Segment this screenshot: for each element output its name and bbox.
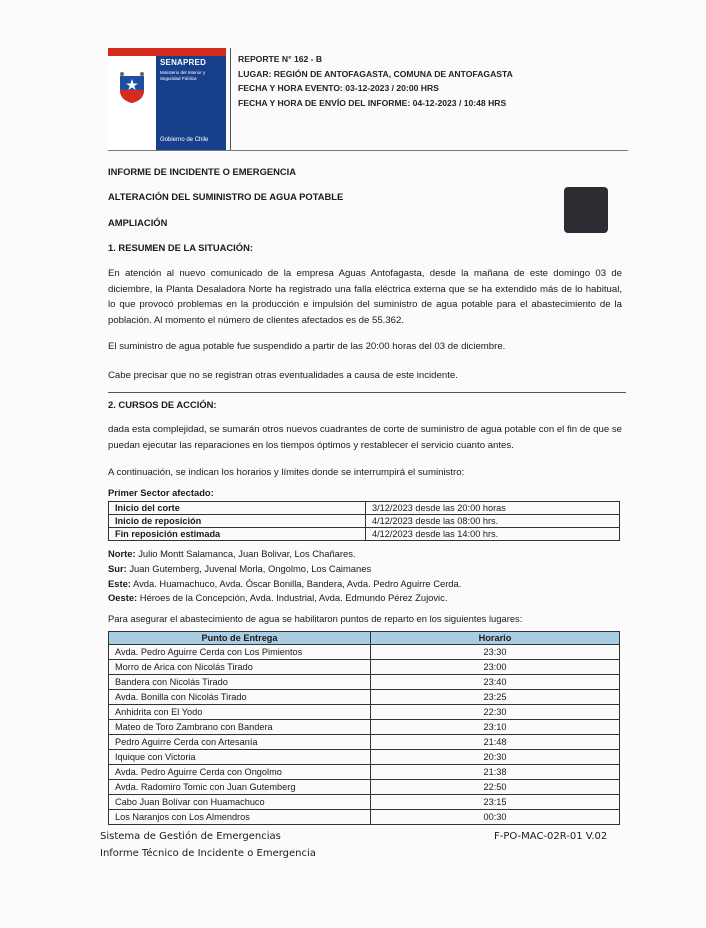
delivery-place: Los Naranjos con Los Almendros xyxy=(109,810,371,825)
schedule-label: Inicio del corte xyxy=(109,502,366,515)
summary-paragraph-2: El suministro de agua potable fue suspendido a partir de las 20:00 horas del 03 de diciembre. xyxy=(108,341,506,352)
delivery-place: Pedro Aguirre Cerda con Artesanía xyxy=(109,735,371,750)
table-row xyxy=(109,780,620,795)
delivery-place: Avda. Bonilla con Nicolás Tirado xyxy=(109,690,371,705)
section-1-heading: 1. RESUMEN DE LA SITUACIÓN: xyxy=(108,242,253,253)
logo-brand: SENAPRED xyxy=(160,58,207,67)
table-row xyxy=(109,660,620,675)
delivery-time: 00:30 xyxy=(371,810,620,825)
dark-image-thumbnail xyxy=(564,187,608,233)
report-place: LUGAR: REGIÓN DE ANTOFAGASTA, COMUNA DE ANTOFAGASTA xyxy=(238,68,513,79)
coat-of-arms-icon xyxy=(116,70,148,104)
table-row xyxy=(109,515,620,528)
limit-value: Avda. Huamachuco, Avda. Óscar Bonilla, Bandera, Avda. Pedro Aguirre Cerda. xyxy=(130,578,462,589)
delivery-place: Iquique con Victoria xyxy=(109,750,371,765)
table-row xyxy=(109,810,620,825)
delivery-place: Avda. Pedro Aguirre Cerda con Los Pimientos xyxy=(109,645,371,660)
column-header-place: Punto de Entrega xyxy=(109,632,371,645)
limit-label: Oeste: xyxy=(108,592,138,603)
table-row xyxy=(109,750,620,765)
delivery-time: 23:15 xyxy=(371,795,620,810)
limit-label: Este: xyxy=(108,578,131,589)
delivery-place: Avda. Pedro Aguirre Cerda con Ongolmo xyxy=(109,765,371,780)
summary-paragraph-1: En atención al nuevo comunicado de la empresa Aguas Antofagasta, desde la mañana de este domingo 03 de diciembre, la Planta Desaladora Norte ha registrado una falla eléctrica externa que se ha extendido más de lo habitual, lo que provocó problemas en la producción e impulsión del suministro de agua potable para el abastecimiento de la población. Al momento el número de clientes afectados es de 55.362. xyxy=(108,268,622,326)
delivery-place: Mateo de Toro Zambrano con Bandera xyxy=(109,720,371,735)
schedule-value: 4/12/2023 desde las 14:00 hrs. xyxy=(366,528,620,541)
limit-south xyxy=(108,563,371,574)
report-type-heading: INFORME DE INCIDENTE O EMERGENCIA xyxy=(108,166,297,177)
distribution-table xyxy=(108,631,620,825)
report-kind-heading: AMPLIACIÓN xyxy=(108,217,168,228)
table-row xyxy=(109,645,620,660)
actions-paragraph-2: A continuación, se indican los horarios y límites donde se interrumpirá el suministro: xyxy=(108,467,465,478)
delivery-time: 22:50 xyxy=(371,780,620,795)
column-header-time: Horario xyxy=(371,632,620,645)
table-row xyxy=(109,765,620,780)
table-row xyxy=(109,502,620,515)
limit-north xyxy=(108,548,356,559)
schedule-label: Fin reposición estimada xyxy=(109,528,366,541)
limit-label: Norte: xyxy=(108,548,136,559)
logo-red-bar xyxy=(108,48,226,56)
schedule-value: 3/12/2023 desde las 20:00 horas xyxy=(366,502,620,515)
schedule-value: 4/12/2023 desde las 08:00 hrs. xyxy=(366,515,620,528)
distribution-intro: Para asegurar el abastecimiento de agua se habilitaron puntos de reparto en los siguientes lugares: xyxy=(108,613,523,624)
report-header xyxy=(238,52,513,110)
table-row xyxy=(109,705,620,720)
summary-paragraph-3: Cabe precisar que no se registran otras eventualidades a causa de este incidente. xyxy=(108,370,458,381)
table-row xyxy=(109,720,620,735)
delivery-place: Avda. Radomiro Tomic con Juan Gutemberg xyxy=(109,780,371,795)
logo-government: Gobierno de Chile xyxy=(160,137,209,143)
sector-title: Primer Sector afectado: xyxy=(108,487,214,498)
table-row xyxy=(109,690,620,705)
schedule-table xyxy=(108,501,620,541)
limit-value: Julio Montt Salamanca, Juan Bolivar, Los Chañares. xyxy=(135,548,356,559)
footer-system: Sistema de Gestión de Emergencias xyxy=(100,831,281,842)
limit-label: Sur: xyxy=(108,563,127,574)
delivery-place: Morro de Arica con Nicolás Tirado xyxy=(109,660,371,675)
table-header-row xyxy=(109,632,620,645)
actions-paragraph-1: dada esta complejidad, se sumarán otros nuevos cuadrantes de corte de suministro de agua potable con el fin de que se puedan ejecutar las reparaciones en los tiempos óptimos y restablecer el servicio cuanto antes. xyxy=(108,424,622,451)
logo-subtitle: Ministerio del Interior y Seguridad Pública xyxy=(160,70,206,81)
table-row xyxy=(109,795,620,810)
limit-value: Héroes de la Concepción, Avda. Industrial, Avda. Edmundo Pérez Zujovic. xyxy=(137,592,448,603)
header-bottom-rule xyxy=(108,150,628,151)
report-send-time: FECHA Y HORA DE ENVÍO DEL INFORME: 04-12-2023 / 10:48 HRS xyxy=(238,97,507,108)
table-row xyxy=(109,735,620,750)
delivery-time: 23:30 xyxy=(371,645,620,660)
delivery-time: 20:30 xyxy=(371,750,620,765)
report-event-time: FECHA Y HORA EVENTO: 03-12-2023 / 20:00 HRS xyxy=(238,83,439,93)
footer-doc-type: Informe Técnico de Incidente o Emergencia xyxy=(100,848,316,859)
delivery-place: Cabo Juan Bolívar con Huamachuco xyxy=(109,795,371,810)
delivery-time: 21:38 xyxy=(371,765,620,780)
delivery-place: Bandera con Nicolás Tirado xyxy=(109,675,371,690)
limit-west xyxy=(108,592,447,603)
section-separator xyxy=(108,392,626,393)
report-title-heading: ALTERACIÓN DEL SUMINISTRO DE AGUA POTABLE xyxy=(108,191,344,202)
report-number: REPORTE N° 162 - B xyxy=(238,54,323,64)
delivery-time: 23:25 xyxy=(371,690,620,705)
table-row xyxy=(109,675,620,690)
header-divider xyxy=(230,48,231,150)
limit-east xyxy=(108,578,461,589)
table-row xyxy=(109,528,620,541)
delivery-time: 23:00 xyxy=(371,660,620,675)
logo-emblem-area xyxy=(108,56,156,150)
delivery-time: 23:40 xyxy=(371,675,620,690)
schedule-label: Inicio de reposición xyxy=(109,515,366,528)
delivery-time: 21:48 xyxy=(371,735,620,750)
delivery-time: 22:30 xyxy=(371,705,620,720)
footer-code: F-PO-MAC-02R-01 V.02 xyxy=(494,831,608,842)
limit-value: Juan Gutemberg, Juvenal Morla, Ongolmo, Los Caimanes xyxy=(126,563,372,574)
section-2-heading: 2. CURSOS DE ACCIÓN: xyxy=(108,399,217,410)
senapred-logo xyxy=(108,48,226,150)
delivery-time: 23:10 xyxy=(371,720,620,735)
delivery-place: Anhidrita con El Yodo xyxy=(109,705,371,720)
